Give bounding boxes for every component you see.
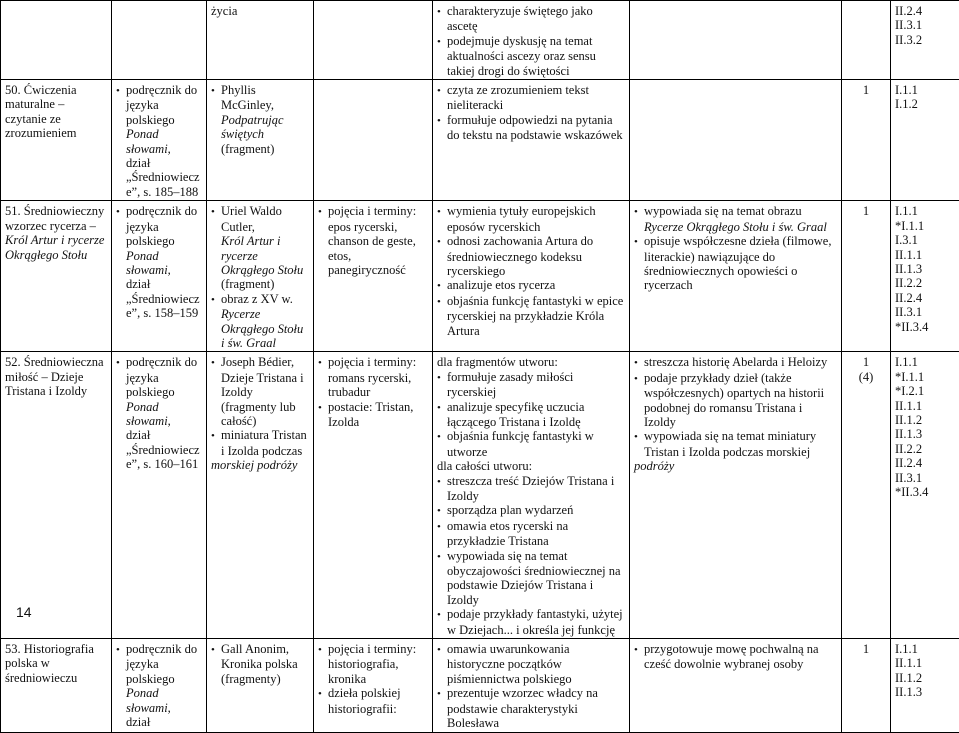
curriculum-code: II.3.2 [895,33,955,47]
concepts-cell [314,352,433,639]
cell-text: (fragment) [211,142,309,156]
hours-value: 1 [846,355,886,369]
concepts-cell [314,1,433,80]
curriculum-code: II.3.1 [895,18,955,32]
concepts-cell [314,80,433,201]
cell-text: Ponad słowami, [116,249,202,278]
curriculum-code: II.2.2 [895,276,955,290]
cell-text: dla fragmentów utworu: [437,355,625,369]
extended-requirements-cell [630,80,842,201]
bullet-item: • podaje przykłady dzieł (także współczesnych) opartych na historii podobnej do romansu Tristana i Izoldy [634,371,837,430]
basic-requirements-cell [433,352,630,639]
bullet-item: • sporządza plan wydarzeń [437,503,625,518]
curriculum-code: I.1.1 [895,642,955,656]
cell-text: Ponad słowami, [116,400,202,429]
texts-cell [207,201,314,352]
table-row [1,639,959,732]
bullet-item: • czyta ze zrozumieniem tekst nieliteracki [437,83,625,113]
curriculum-code: II.1.3 [895,685,955,699]
cell-text: Rycerze Okrągłego Stołu i św. Graal [211,307,309,350]
bullet-item: • wypowiada się na temat obyczajowości średniowiecznej na podstawie Dziejów Tristana i Izoldy [437,549,625,608]
cell-text: Król Artur i rycerze Okrągłego Stołu [211,234,309,277]
cell-text: podróży [634,459,837,473]
bullet-item: • pojęcia i terminy: [318,204,428,219]
core-curriculum-cell [891,352,959,639]
bullet-item: • charakteryzuje świętego jako ascetę [437,4,625,34]
cell-text: „Średniowiecze”, s. 160–161 [116,443,202,472]
extended-requirements-cell [630,201,842,352]
bullet-item: • streszcza treść Dziejów Tristana i Izoldy [437,474,625,504]
cell-text: dział [116,715,202,729]
bullet-item: • streszcza historię Abelarda i Heloizy [634,355,837,370]
extended-requirements-cell [630,352,842,639]
curriculum-code: II.2.4 [895,4,955,18]
bullet-item: • omawia etos rycerski na przykładzie Tristana [437,519,625,549]
hours-value: 1 [846,642,886,656]
bullet-item: • omawia uwarunkowania historyczne początków piśmiennictwa polskiego [437,642,625,686]
bullet-item: • Phyllis McGinley, [211,83,309,113]
curriculum-code: I.1.1 [895,83,955,97]
curriculum-code: II.3.1 [895,305,955,319]
bullet-item: • podręcznik do języka polskiego [116,355,202,399]
hours-value: 1 [846,204,886,218]
bullet-item: • wypowiada się na temat obrazu [634,204,837,219]
bullet-item: • wypowiada się na temat miniatury Tristan i Izolda podczas morskiej [634,429,837,459]
texts-cell [207,80,314,201]
table-body [1,1,959,733]
curriculum-code: I.1.1 [895,204,955,218]
curriculum-code: I.1.1 [895,355,955,369]
basic-requirements-cell [433,80,630,201]
curriculum-code: II.1.1 [895,399,955,413]
curriculum-code: I.1.2 [895,97,955,111]
bullet-item: • analizuje etos rycerza [437,278,625,293]
extended-requirements-cell [630,639,842,732]
handbook-cell [112,201,207,352]
cell-text: Rycerze Okrągłego Stołu i św. Graal [634,220,837,234]
basic-requirements-cell [433,201,630,352]
table-row [1,1,959,80]
curriculum-code: II.2.4 [895,291,955,305]
cell-text: Ponad słowami, [116,686,202,715]
cell-text: „Średniowiecze”, s. 158–159 [116,292,202,321]
bullet-item: • dzieła polskiej historiografii: [318,686,428,716]
page-number: 14 [16,604,32,620]
lesson-topic-cell [1,352,112,639]
cell-text: Król Artur i rycerze Okrągłego Stołu [5,233,107,262]
curriculum-code: *II.3.4 [895,320,955,334]
bullet-item: • obraz z XV w. [211,292,309,307]
bullet-item: • objaśnia funkcję fantastyki w epice rycerskiej na przykładzie Króla Artura [437,294,625,338]
curriculum-code: *II.3.4 [895,485,955,499]
cell-text: historiografia, kronika [318,657,428,686]
handbook-cell [112,352,207,639]
bullet-item: • pojęcia i terminy: [318,355,428,370]
cell-text: życia [211,4,309,18]
lesson-topic-cell [1,1,112,80]
concepts-cell [314,639,433,732]
bullet-item: • Joseph Bédier, Dzieje Tristana i Izoldy (fragmenty lub całość) [211,355,309,428]
table-row [1,80,959,201]
bullet-item: • objaśnia funkcję fantastyki w utworze [437,429,625,459]
hours-cell [842,1,891,80]
texts-cell [207,1,314,80]
bullet-item: • podręcznik do języka polskiego [116,83,202,127]
cell-text: Ponad słowami, [116,127,202,156]
hours-value: 1 [846,83,886,97]
cell-text: 53. Historiografia polska w średniowieczu [5,642,107,685]
bullet-item: • miniatura Tristan i Izolda podczas [211,428,309,458]
cell-text: „Średniowiecze”, s. 185–188 [116,170,202,199]
lesson-topic-cell [1,201,112,352]
hours-cell [842,201,891,352]
bullet-item: • przygotowuje mowę pochwalną na cześć dowolnie wybranej osoby [634,642,837,672]
cell-text: dział [116,428,202,442]
curriculum-code: II.2.4 [895,456,955,470]
curriculum-code: II.1.3 [895,427,955,441]
cell-text: 52. Średniowieczna miłość – Dzieje Tristana i Izoldy [5,355,107,398]
cell-text: dział [116,277,202,291]
curriculum-code: *I.1.1 [895,219,955,233]
bullet-item: • formułuje odpowiedzi na pytania do tekstu na podstawie wskazówek [437,113,625,143]
extended-requirements-cell [630,1,842,80]
curriculum-code: II.1.2 [895,413,955,427]
basic-requirements-cell [433,1,630,80]
texts-cell [207,639,314,732]
hours-cell [842,352,891,639]
curriculum-code: II.1.1 [895,248,955,262]
basic-requirements-cell [433,639,630,732]
hours-cell [842,639,891,732]
core-curriculum-cell [891,80,959,201]
bullet-item: • Uriel Waldo Cutler, [211,204,309,234]
bullet-item: • postacie: Tristan, Izolda [318,400,428,430]
cell-text: dla całości utworu: [437,459,625,473]
bullet-item: • podejmuje dyskusję na temat aktualności ascezy oraz sensu takiej drogi do świętości [437,34,625,78]
curriculum-code: II.1.2 [895,671,955,685]
bullet-item: • pojęcia i terminy: [318,642,428,657]
bullet-item: • opisuje współczesne dzieła (filmowe, literackie) nawiązujące do średniowiecznych opowieści o rycerzach [634,234,837,293]
curriculum-code: II.3.1 [895,471,955,485]
bullet-item: • podręcznik do języka polskiego [116,642,202,686]
bullet-item: • podaje przykłady fantastyki, użytej w Dziejach... i określa jej funkcję [437,607,625,637]
cell-text: Podpatrując świętych [211,113,309,142]
lesson-topic-cell [1,639,112,732]
curriculum-code: *I.1.1 [895,370,955,384]
bullet-item: • podręcznik do języka polskiego [116,204,202,248]
hours-cell [842,80,891,201]
cell-text: (fragment) [211,277,309,291]
core-curriculum-cell [891,639,959,732]
cell-text: romans rycerski, trubadur [318,371,428,400]
bullet-item: • Gall Anonim, Kronika polska (fragmenty) [211,642,309,686]
core-curriculum-cell [891,1,959,80]
curriculum-code: *I.2.1 [895,384,955,398]
curriculum-code: II.1.1 [895,656,955,670]
texts-cell [207,352,314,639]
cell-text: epos rycerski, chanson de geste, etos, panegiryczność [318,220,428,278]
hours-value: (4) [846,370,886,384]
lesson-topic-cell [1,80,112,201]
bullet-item: • prezentuje wzorzec władcy na podstawie charakterystyki Bolesława [437,686,625,730]
cell-text: morskiej podróży [211,458,309,472]
handbook-cell [112,80,207,201]
concepts-cell [314,201,433,352]
table-row [1,201,959,352]
core-curriculum-cell [891,201,959,352]
cell-text: 50. Ćwiczenia maturalne – czytanie ze zrozumieniem [5,83,107,141]
curriculum-code: I.3.1 [895,233,955,247]
bullet-item: • formułuje zasady miłości rycerskiej [437,370,625,400]
cell-text: 51. Średniowieczny wzorzec rycerza – [5,204,107,233]
curriculum-code: II.1.3 [895,262,955,276]
handbook-cell [112,639,207,732]
handbook-cell [112,1,207,80]
curriculum-code: II.2.2 [895,442,955,456]
bullet-item: • analizuje specyfikę uczucia łączącego Tristana i Izoldę [437,400,625,430]
table-row [1,352,959,639]
bullet-item: • wymienia tytuły europejskich eposów rycerskich [437,204,625,234]
cell-text: dział [116,156,202,170]
bullet-item: • odnosi zachowania Artura do średniowiecznego kodeksu rycerskiego [437,234,625,278]
